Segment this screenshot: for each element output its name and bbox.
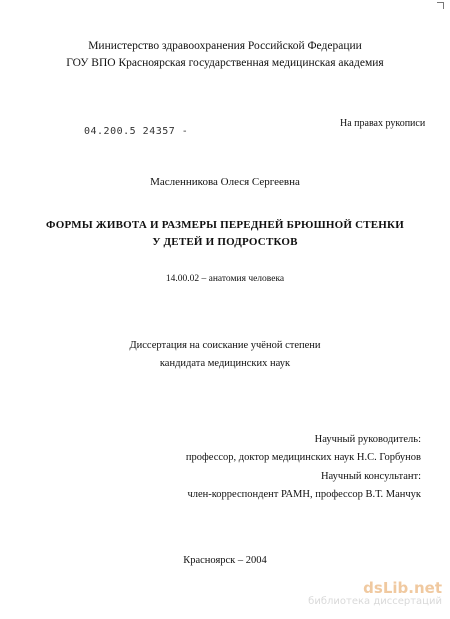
watermark-subtitle: библиотека диссертаций bbox=[308, 596, 442, 607]
ministry-line-1: Министерство здравоохранения Российской Федерации bbox=[88, 40, 362, 52]
watermark-logo: dsLib.net bbox=[363, 579, 442, 597]
watermark bbox=[308, 580, 442, 608]
specialty-code: 14.00.02 – анатомия человека bbox=[165, 274, 285, 284]
consultant-name: член-корреспондент РАМН, профессор В.Т. Манчук bbox=[187, 489, 421, 500]
rights-note: На правах рукописи bbox=[340, 118, 426, 129]
title-line-2: У ДЕТЕЙ И ПОДРОСТКОВ bbox=[152, 236, 298, 248]
registration-code: 04.200.5 24357 - bbox=[84, 126, 189, 137]
degree-line-1: Диссертация на соискание учёной степени bbox=[129, 340, 321, 351]
title-line-1: ФОРМЫ ЖИВОТА И РАЗМЕРЫ ПЕРЕДНЕЙ БРЮШНОЙ СТЕНКИ bbox=[46, 219, 404, 231]
author-name: Масленникова Олеся Сергеевна bbox=[150, 176, 300, 188]
ministry-line-2: ГОУ ВПО Красноярская государственная медицинская академия bbox=[66, 57, 384, 69]
advisor-name: профессор, доктор медицинских наук Н.С. Горбунов bbox=[185, 452, 421, 463]
consultant-label: Научный консультант: bbox=[320, 471, 421, 482]
corner-mark bbox=[437, 2, 444, 9]
advisor-label: Научный руководитель: bbox=[314, 434, 421, 445]
degree-line-2: кандидата медицинских наук bbox=[159, 358, 291, 369]
city-year: Красноярск – 2004 bbox=[183, 555, 267, 566]
